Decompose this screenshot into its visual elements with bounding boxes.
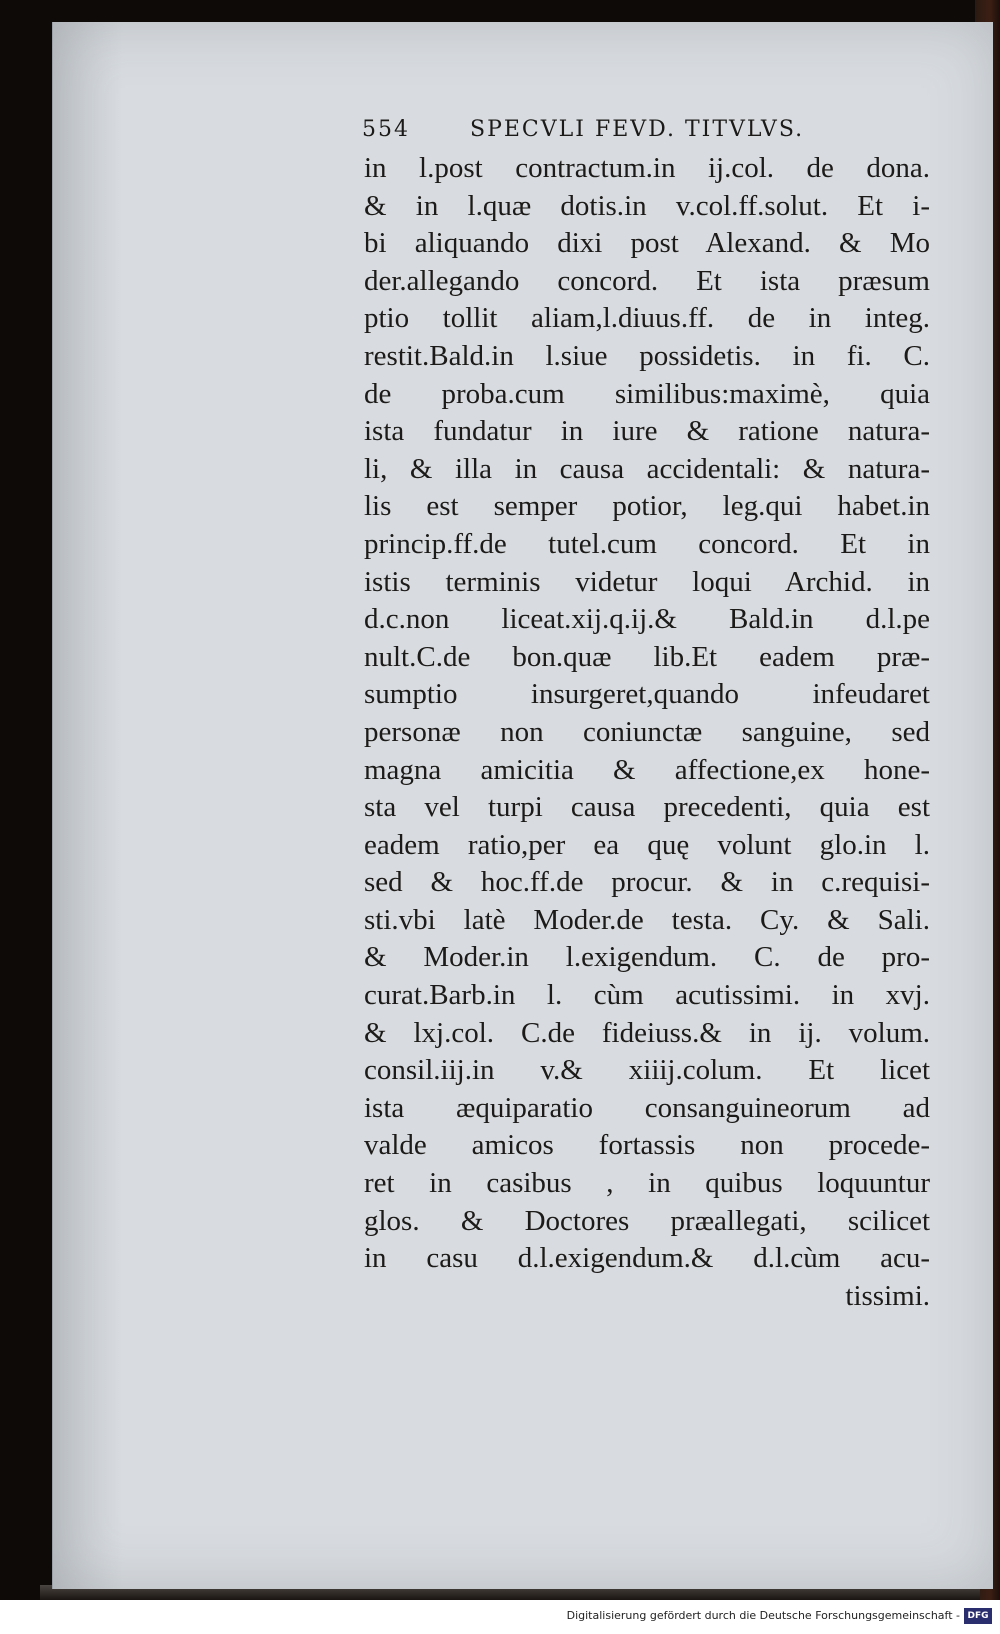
gutter-shadow xyxy=(53,22,123,1589)
dfg-logo-icon: DFG xyxy=(964,1608,992,1624)
funding-credit: Digitalisierung gefördert durch die Deutsche Forschungsgemeinschaft - xyxy=(566,1609,960,1622)
text-line: consil.iij.in v.& xiiij.colum. Et licet xyxy=(364,1054,930,1087)
text-line: sed & hoc.ff.de procur. & in c.requisi- xyxy=(364,866,930,899)
text-line: curat.Barb.in l. cùm acutissimi. in xvj. xyxy=(364,979,930,1012)
text-line: d.c.non liceat.xij.q.ij.& Bald.in d.l.pe xyxy=(364,603,930,636)
text-line: sti.vbi latè Moder.de testa. Cy. & Sali. xyxy=(364,903,930,936)
running-title: SPECVLI FEVD. TITVLVS. xyxy=(470,117,805,142)
text-line: istis terminis videtur loqui Archid. in xyxy=(364,565,930,598)
text-line: valde amicos fortassis non procede- xyxy=(364,1129,930,1162)
text-line: li, & illa in causa accidentali: & natura- xyxy=(364,452,930,485)
text-line: de proba.cum similibus:maximè, quia xyxy=(364,377,930,410)
text-line: glos. & Doctores præallegati, scilicet xyxy=(364,1204,930,1237)
text-line: ptio tollit aliam,l.diuus.ff. de in integ. xyxy=(364,302,930,335)
text-line: & lxj.col. C.de fideiuss.& in ij. volum. xyxy=(364,1016,930,1049)
text-line: & in l.quæ dotis.in v.col.ff.solut. Et i- xyxy=(364,189,930,222)
text-line: eadem ratio,per ea quę volunt glo.in l. xyxy=(364,828,930,861)
text-line: ista æquiparatio consanguineorum ad xyxy=(364,1091,930,1124)
text-line: & Moder.in l.exigendum. C. de pro- xyxy=(364,941,930,974)
text-line: sumptio insurgeret,quando infeudaret xyxy=(364,678,930,711)
text-line: bi aliquando dixi post Alexand. & Mo xyxy=(364,227,930,260)
text-line: in l.post contractum.in ij.col. de dona. xyxy=(364,152,930,184)
digitization-footer xyxy=(0,1600,1000,1634)
text-line: der.allegando concord. Et ista præsum xyxy=(364,264,930,297)
text-line: princip.ff.de tutel.cum concord. Et in xyxy=(364,527,930,560)
page-number: 554 xyxy=(362,117,410,142)
text-line: restit.Bald.in l.siue possidetis. in fi. C. xyxy=(364,339,930,372)
text-line: ista fundatur in iure & ratione natura- xyxy=(364,415,930,448)
text-line: nult.C.de bon.quæ lib.Et eadem præ- xyxy=(364,640,930,673)
main-text-block xyxy=(364,150,930,1315)
running-head xyxy=(364,117,876,145)
text-line: personæ non coniunctæ sanguine, sed xyxy=(364,715,930,748)
text-line-last: tissimi. xyxy=(845,1279,930,1312)
text-line: lis est semper potior, leg.qui habet.in xyxy=(364,490,930,523)
text-line: in casu d.l.exigendum.& d.l.cùm acu- xyxy=(364,1242,930,1275)
text-line: magna amicitia & affectione,ex hone- xyxy=(364,753,930,786)
text-line: ret in casibus , in quibus loquuntur xyxy=(364,1167,930,1200)
text-line: sta vel turpi causa precedenti, quia est xyxy=(364,791,930,824)
